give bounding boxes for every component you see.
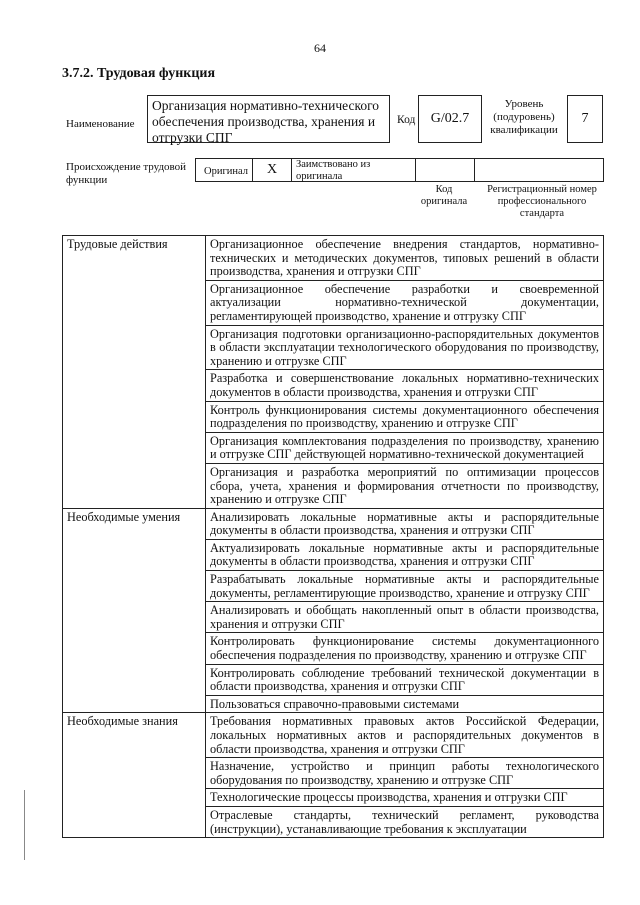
borrowed-label: Заимствовано из оригинала xyxy=(296,159,371,182)
original-mark-cell xyxy=(253,159,292,181)
reg-number-caption: Регистрационный номер профессионального стандарта xyxy=(487,184,597,219)
requirement-item: Организация подготовки организационно-распорядительных документов в области эксплуатации технологического оборудования по производству, хранению и отгрузке СПГ xyxy=(206,325,604,370)
borrowed-cell xyxy=(292,159,416,181)
level-value: 7 xyxy=(581,111,589,126)
code-box xyxy=(418,95,482,143)
requirement-item: Анализировать локальные нормативные акты и распорядительные документы в области производства, хранения и отгрузки СПГ xyxy=(206,508,604,539)
requirement-item: Разработка и совершенствование локальных нормативно-технических документов в области производства, хранения и отгрузки СПГ xyxy=(206,370,604,401)
function-name-box xyxy=(147,95,390,143)
original-label: Оригинал xyxy=(204,166,248,177)
origin-row xyxy=(195,158,604,182)
level-box xyxy=(567,95,603,143)
margin-mark xyxy=(24,790,25,860)
code-label: Код xyxy=(397,114,416,126)
requirement-item: Требования нормативных правовых актов Российской Федерации, локальных нормативных актов и распорядительных документов в области производства, хранения и отгрузки СПГ xyxy=(206,713,604,758)
reg-number-cell xyxy=(475,159,604,181)
requirement-item: Контролировать соблюдение требований технической документации в области производства, хранения и отгрузки СПГ xyxy=(206,664,604,695)
section-title-cell: Трудовые действия xyxy=(63,236,206,509)
requirement-item: Отраслевые стандарты, технический регламент, руководства (инструкции), устанавливающие требования к эксплуатации xyxy=(206,806,604,837)
requirement-item: Назначение, устройство и принцип работы технологического оборудования по производству, хранению и отгрузке СПГ xyxy=(206,758,604,789)
table-row xyxy=(63,236,604,281)
level-label: Уровень (подуровень) квалификации xyxy=(490,98,558,136)
orig-code-caption: Код оригинала xyxy=(420,184,468,207)
section-title: 3.7.2. Трудовая функция xyxy=(62,66,216,81)
original-cell xyxy=(196,159,253,181)
orig-code-cell xyxy=(416,159,475,181)
code-value: G/02.7 xyxy=(430,111,470,126)
requirement-item: Контроль функционирования системы документационного обеспечения подразделения по производству, хранению и отгрузке СПГ xyxy=(206,401,604,432)
requirement-item: Контролировать функционирование системы документационного обеспечения подразделения по производству, хранению и отгрузке СПГ xyxy=(206,633,604,664)
origin-label: Происхождение трудовой функции xyxy=(66,161,187,186)
requirement-item: Разрабатывать локальные нормативные акты и распорядительные документы, регламентирующие производство, хранение и отгрузку СПГ xyxy=(206,571,604,602)
table-row xyxy=(63,508,604,539)
requirement-item: Анализировать и обобщать накопленный опыт в области производства, хранения и отгрузки СПГ xyxy=(206,602,604,633)
requirement-item: Организационное обеспечение внедрения стандартов, нормативно-технических и методических документов, типовых решений в области производства, хранения и отгрузки СПГ xyxy=(206,236,604,281)
requirement-item: Организация комплектования подразделения по производству, хранению и отгрузке СПГ действующей нормативно-технической документацией xyxy=(206,432,604,463)
requirement-item: Пользоваться справочно-правовыми системами xyxy=(206,695,604,713)
section-title-cell: Необходимые умения xyxy=(63,508,206,713)
original-mark: X xyxy=(266,162,278,177)
function-name-value: Организация нормативно-технического обеспечения производства, хранения и отгрузки СПГ xyxy=(152,98,380,145)
name-label: Наименование xyxy=(66,118,135,130)
requirement-item: Технологические процессы производства, хранения и отгрузки СПГ xyxy=(206,789,604,807)
requirement-item: Организация и разработка мероприятий по оптимизации процессов сбора, учета, хранения и формирования отчетности по производству, хранению и отгрузке СПГ xyxy=(206,463,604,508)
table-row xyxy=(63,713,604,758)
requirement-item: Организационное обеспечение разработки и своевременной актуализации нормативно-технической документации, регламентирующей производство, хранение и отгрузку СПГ xyxy=(206,280,604,325)
requirement-item: Актуализировать локальные нормативные акты и распорядительные документы в области производства, хранения и отгрузки СПГ xyxy=(206,539,604,570)
section-title-cell: Необходимые знания xyxy=(63,713,206,838)
page-number: 64 xyxy=(314,41,326,55)
function-table xyxy=(62,235,604,838)
